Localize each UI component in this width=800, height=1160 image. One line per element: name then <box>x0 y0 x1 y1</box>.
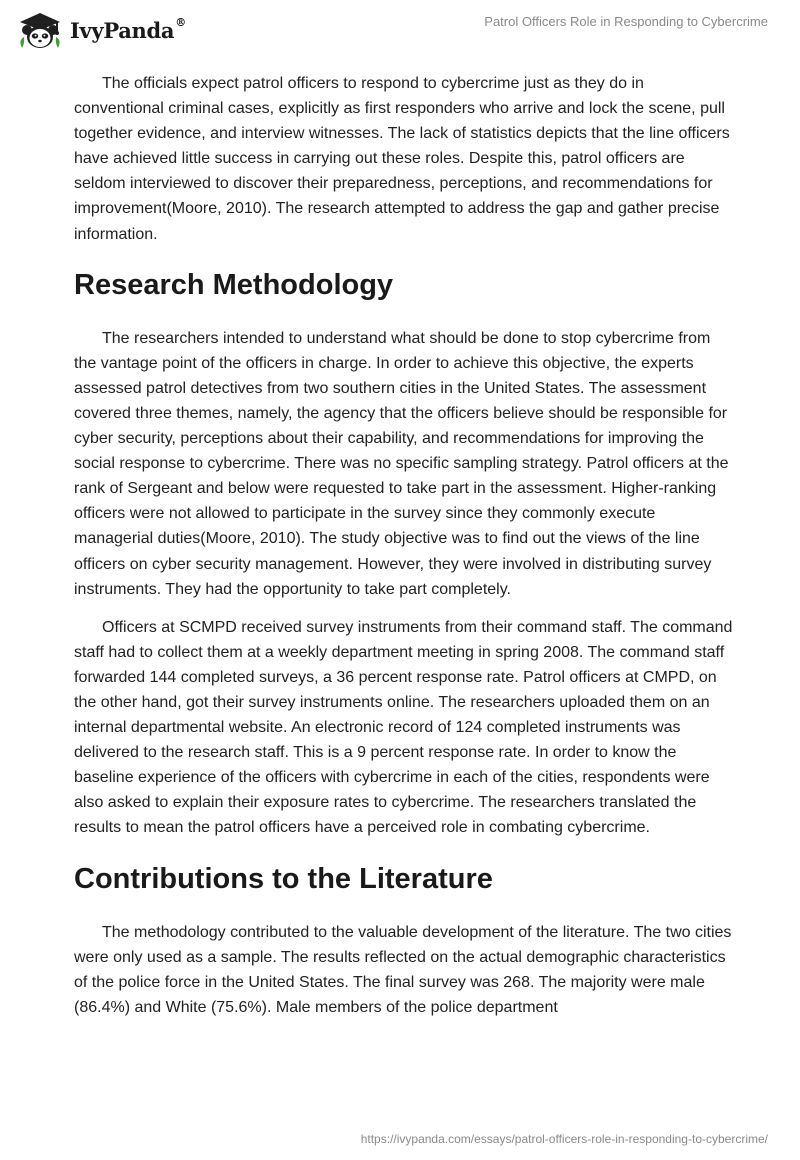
document-title: Patrol Officers Role in Responding to Cybercrime <box>484 14 768 29</box>
registered-mark: ® <box>175 15 186 29</box>
page-header <box>0 0 800 60</box>
brand-name: IvyPanda® <box>70 15 186 43</box>
paragraph-contributions: The methodology contributed to the valuable development of the literature. The two cities were only used as a sample. The results reflected on the actual demographic characteristics of the police force in the United States. The final survey was 268. The majority were male (86.4%) and White (75.6%). Male members of the police department <box>74 923 732 1016</box>
source-url[interactable]: https://ivypanda.com/essays/patrol-officers-role-in-responding-to-cybercrime/ <box>360 1132 768 1146</box>
panda-graduate-icon <box>16 10 64 50</box>
heading-research-methodology: Research Methodology <box>74 268 394 301</box>
ivypanda-logo[interactable] <box>16 10 186 50</box>
essay-body <box>74 71 734 1033</box>
paragraph-methodology-2: Officers at SCMPD received survey instruments from their command staff. The command staff had to collect them at a weekly department meeting in spring 2008. The command staff forwarded 144 completed surveys, a 36 percent response rate. Patrol officers at CMPD, on the other hand, got their survey instruments online. The researchers uploaded them on an internal departmental website. An electronic record of 124 completed instruments was delivered to the research staff. This is a 9 percent response rate. In order to know the baseline experience of the officers with cybercrime in each of the cities, respondents were also asked to explain their exposure rates to cybercrime. The researchers translated the results to mean the patrol officers have a perceived role in combating cybercrime. <box>74 618 733 837</box>
heading-contributions: Contributions to the Literature <box>74 862 493 895</box>
paragraph-intro: The officials expect patrol officers to respond to cybercrime just as they do in conventional criminal cases, explicitly as first responders who arrive and lock the scene, pull together evidence, and interview witnesses. The lack of statistics depicts that the line officers have achieved little success in carrying out these roles. Despite this, patrol officers are seldom interviewed to discover their preparedness, perceptions, and recommendations for improvement(Moore, 2010). The research attempted to address the gap and gather precise information. <box>74 75 730 243</box>
paragraph-methodology-1: The researchers intended to understand what should be done to stop cybercrime from the vantage point of the officers in charge. In order to achieve this objective, the experts assessed patrol detectives from two southern cities in the United States. The assessment covered three themes, namely, the agency that the officers believe should be responsible for cyber security, perceptions about their capability, and recommendations for improving the social response to cybercrime. There was no specific sampling strategy. Patrol officers at the rank of Sergeant and below were requested to take part in the assessment. Higher-ranking officers were not allowed to participate in the survey since they commonly execute managerial duties(Moore, 2010). The study objective was to find out the views of the line officers on cyber security management. However, they were involved in distributing survey instruments. They had the opportunity to take part completely. <box>74 329 729 598</box>
